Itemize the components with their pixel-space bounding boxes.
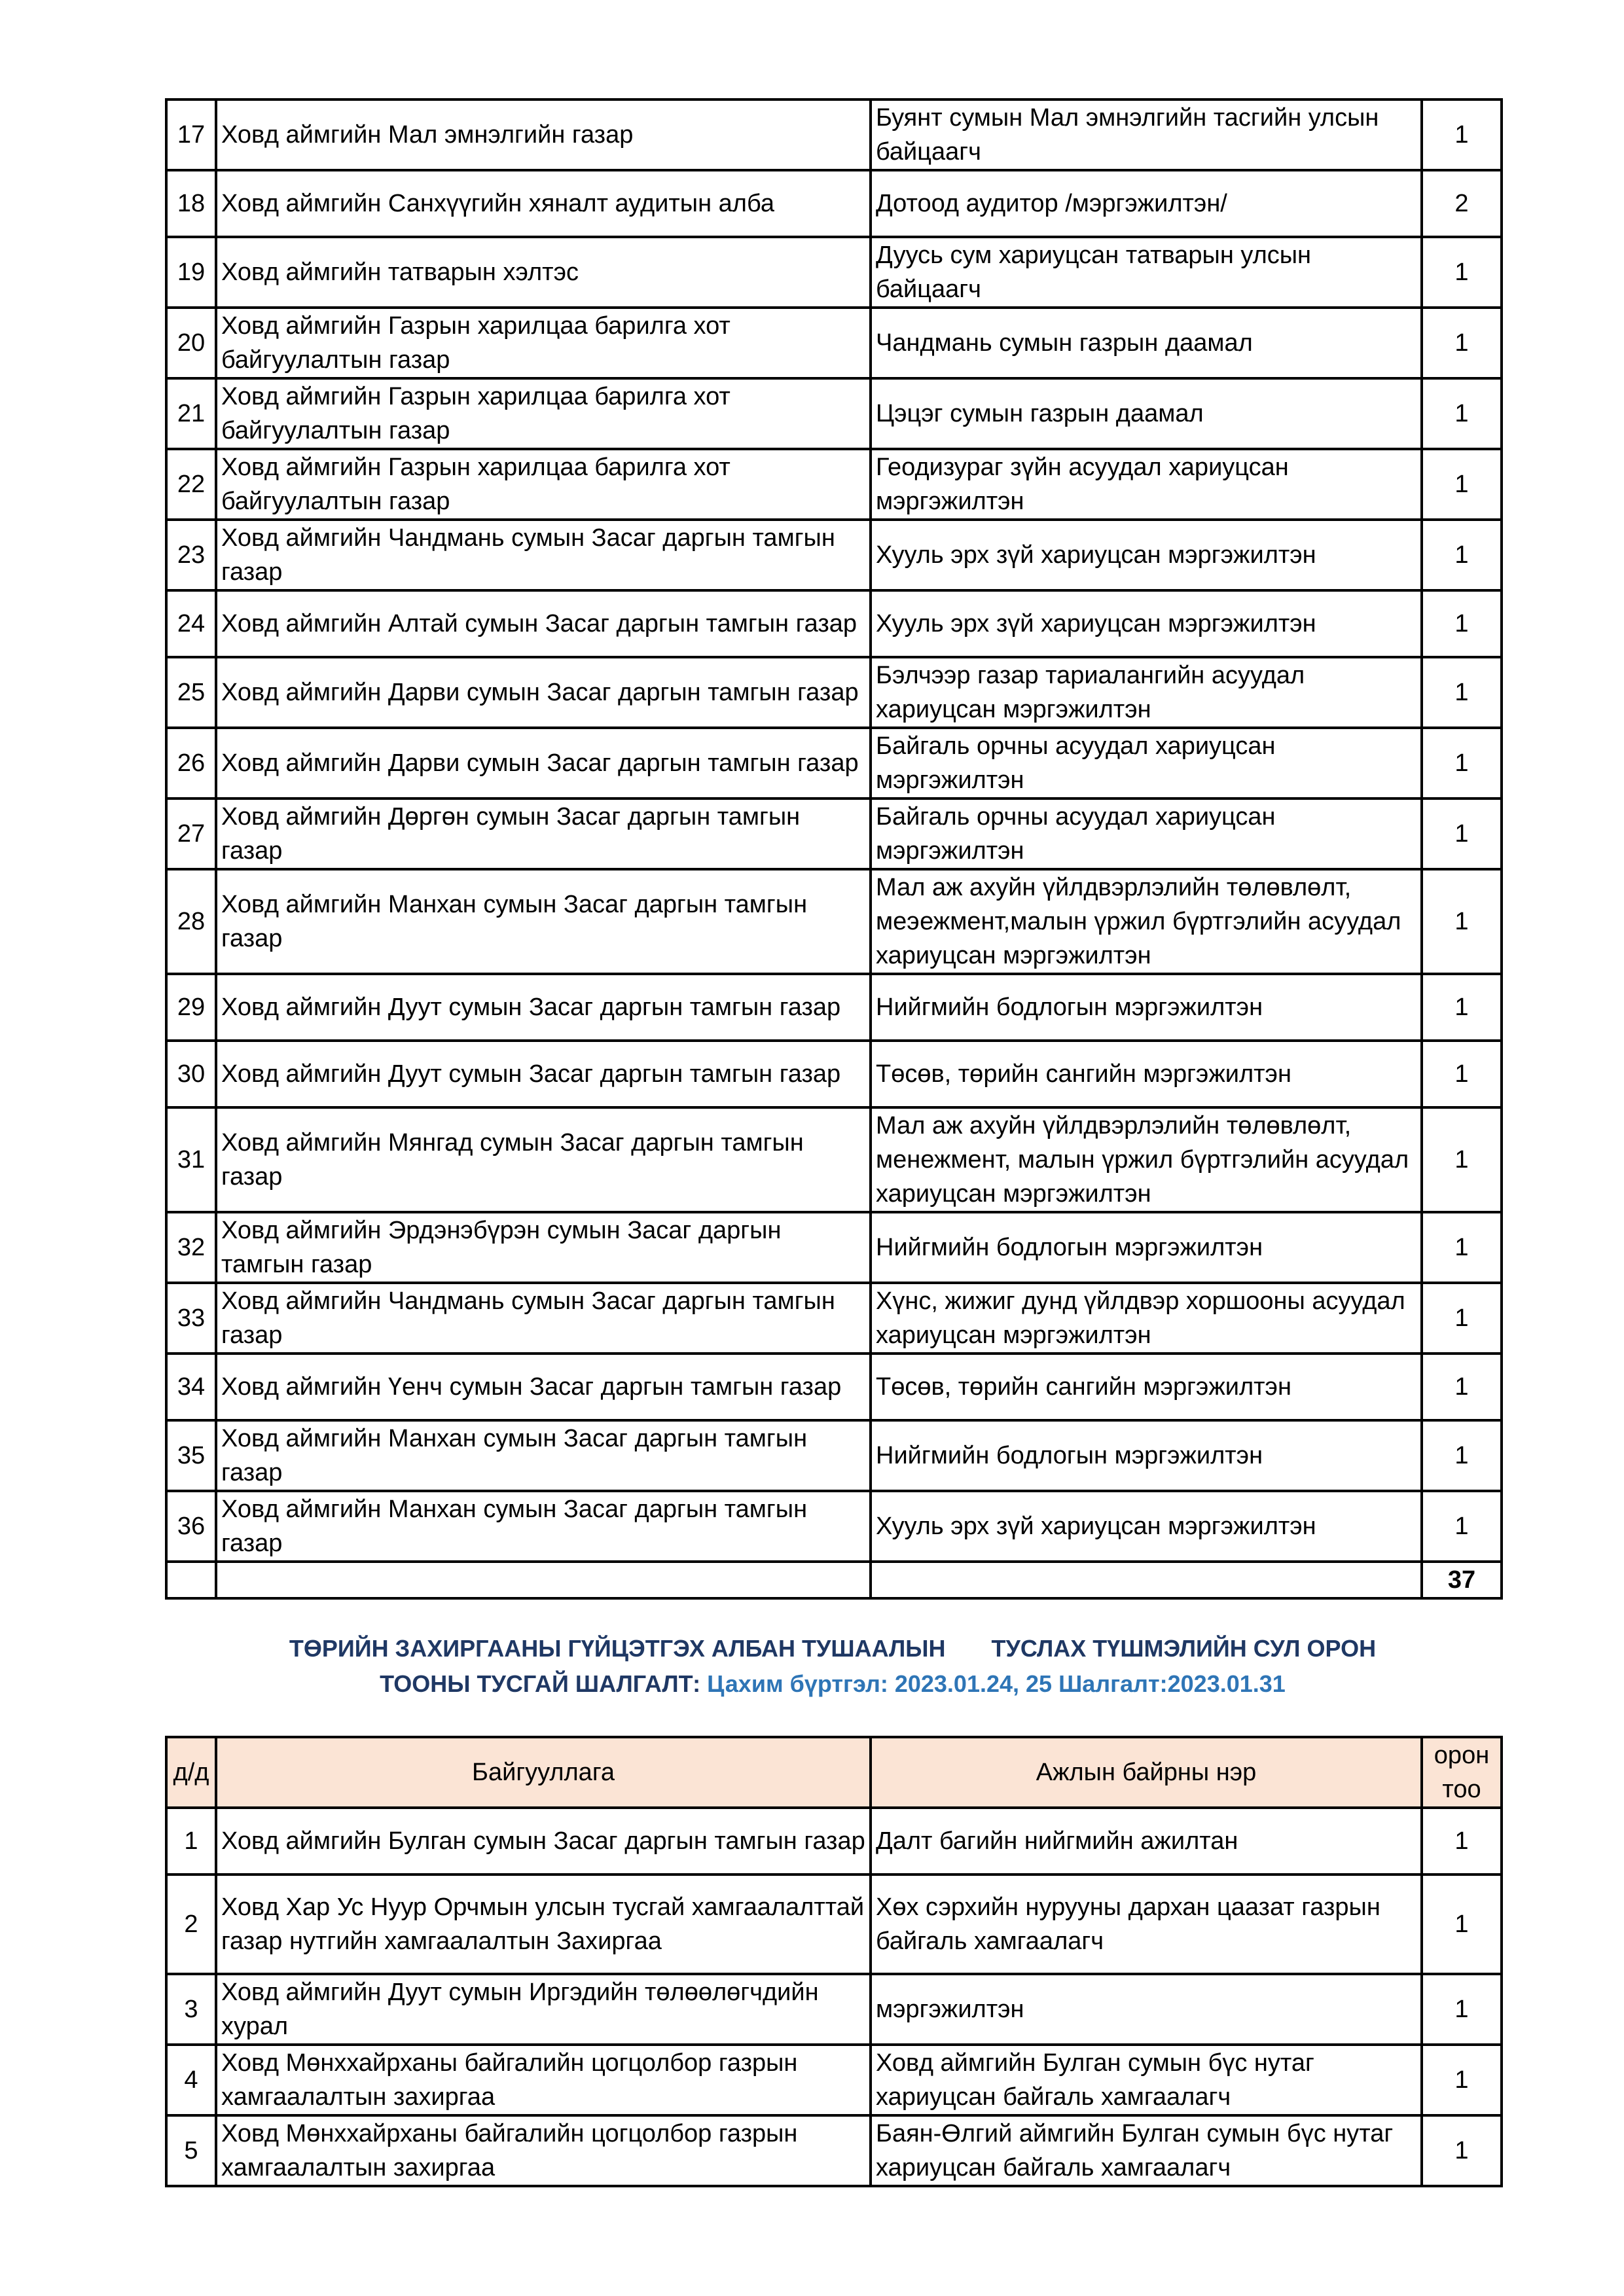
table-row	[166, 1354, 1502, 1420]
heading-part2: ТУСЛАХ ТҮШМЭЛИЙН СУЛ ОРОН	[991, 1635, 1377, 1662]
row-count: 1	[1422, 1874, 1502, 1974]
row-count: 1	[1422, 869, 1502, 974]
heading-prefix: ТООНЫ ТУСГАЙ ШАЛГАЛТ:	[380, 1670, 701, 1697]
table-row	[166, 308, 1502, 378]
table-header-row	[166, 1737, 1502, 1808]
header-count: орон тоо	[1422, 1737, 1502, 1808]
table-row	[166, 520, 1502, 590]
row-position: Геодизураг зүйн асуудал хариуцсан мэргэжилтэн	[871, 449, 1422, 520]
row-count: 1	[1422, 1212, 1502, 1283]
row-number: 25	[166, 657, 216, 728]
row-count: 1	[1422, 378, 1502, 449]
table-row	[166, 728, 1502, 798]
row-count: 2	[1422, 170, 1502, 237]
row-position: Дуусь сум хариуцсан татварын улсын байцаагч	[871, 237, 1422, 308]
row-number: 23	[166, 520, 216, 590]
table-row	[166, 99, 1502, 170]
row-count: 1	[1422, 657, 1502, 728]
row-count: 1	[1422, 798, 1502, 869]
row-number: 22	[166, 449, 216, 520]
table-row	[166, 657, 1502, 728]
row-count: 1	[1422, 1808, 1502, 1874]
row-number: 31	[166, 1107, 216, 1212]
row-position: Цэцэг сумын газрын даамал	[871, 378, 1422, 449]
header-org: Байгууллага	[216, 1737, 871, 1808]
row-organization: Ховд Мөнххайрханы байгалийн цогцолбор газрын хамгаалалтын захиргаа	[216, 2115, 871, 2186]
row-organization: Ховд аймгийн Дуут сумын Иргэдийн төлөөлөгчдийн хурал	[216, 1974, 871, 2045]
row-organization: Ховд аймгийн Газрын харилцаа барилга хот байгуулалтын газар	[216, 378, 871, 449]
table-row	[166, 1283, 1502, 1354]
vacancy-table-2	[165, 1736, 1503, 2187]
row-position: Хүнс, жижиг дунд үйлдвэр хоршооны асуудал хариуцсан мэргэжилтэн	[871, 1283, 1422, 1354]
row-number: 18	[166, 170, 216, 237]
table-row	[166, 1874, 1502, 1974]
row-organization: Ховд аймгийн Манхан сумын Засаг даргын тамгын газар	[216, 1420, 871, 1491]
table-row	[166, 170, 1502, 237]
row-number: 20	[166, 308, 216, 378]
heading-part1: ТӨРИЙН ЗАХИРГААНЫ ГҮЙЦЭТГЭХ АЛБАН ТУШААЛЫН	[289, 1635, 946, 1662]
row-organization: Ховд аймгийн Мал эмнэлгийн газар	[216, 99, 871, 170]
row-count: 1	[1422, 1041, 1502, 1107]
row-position: Хөх сэрхийн нурууны дархан цаазат газрын байгаль хамгаалагч	[871, 1874, 1422, 1974]
row-position: Төсөв, төрийн сангийн мэргэжилтэн	[871, 1041, 1422, 1107]
row-number: 35	[166, 1420, 216, 1491]
row-number: 21	[166, 378, 216, 449]
row-organization: Ховд аймгийн Манхан сумын Засаг даргын тамгын газар	[216, 869, 871, 974]
row-count: 1	[1422, 1107, 1502, 1212]
table-row	[166, 798, 1502, 869]
row-number: 33	[166, 1283, 216, 1354]
row-organization: Ховд аймгийн Газрын харилцаа барилга хот байгуулалтын газар	[216, 449, 871, 520]
row-organization: Ховд аймгийн Мянгад сумын Засаг даргын тамгын газар	[216, 1107, 871, 1212]
total-empty-cell	[871, 1562, 1422, 1598]
row-position: Буянт сумын Мал эмнэлгийн тасгийн улсын байцаагч	[871, 99, 1422, 170]
row-number: 28	[166, 869, 216, 974]
row-organization: Ховд аймгийн Алтай сумын Засаг даргын тамгын газар	[216, 590, 871, 657]
row-count: 1	[1422, 1283, 1502, 1354]
row-number: 1	[166, 1808, 216, 1874]
total-empty-cell	[216, 1562, 871, 1598]
total-row	[166, 1562, 1502, 1598]
row-count: 1	[1422, 2045, 1502, 2115]
vacancy-table-1	[165, 98, 1503, 1600]
row-position: Байгаль орчны асуудал хариуцсан мэргэжилтэн	[871, 798, 1422, 869]
row-number: 26	[166, 728, 216, 798]
row-position: мэргэжилтэн	[871, 1974, 1422, 2045]
total-count: 37	[1422, 1562, 1502, 1598]
table-row	[166, 449, 1502, 520]
table-row	[166, 237, 1502, 308]
row-count: 1	[1422, 1491, 1502, 1562]
row-organization: Ховд аймгийн Манхан сумын Засаг даргын тамгын газар	[216, 1491, 871, 1562]
row-count: 1	[1422, 1974, 1502, 2045]
row-number: 24	[166, 590, 216, 657]
table-row	[166, 1212, 1502, 1283]
row-number: 2	[166, 1874, 216, 1974]
row-number: 34	[166, 1354, 216, 1420]
row-organization: Ховд аймгийн Дуут сумын Засаг даргын тамгын газар	[216, 1041, 871, 1107]
row-position: Хууль эрх зүй хариуцсан мэргэжилтэн	[871, 520, 1422, 590]
header-position: Ажлын байрны нэр	[871, 1737, 1422, 1808]
row-number: 4	[166, 2045, 216, 2115]
row-organization: Ховд аймгийн Дуут сумын Засаг даргын тамгын газар	[216, 974, 871, 1041]
table-row	[166, 974, 1502, 1041]
row-organization: Ховд аймгийн Чандмань сумын Засаг даргын тамгын газар	[216, 520, 871, 590]
row-count: 1	[1422, 728, 1502, 798]
row-number: 30	[166, 1041, 216, 1107]
table-row	[166, 1808, 1502, 1874]
row-organization: Ховд аймгийн Дарви сумын Засаг даргын тамгын газар	[216, 657, 871, 728]
row-position: Чандмань сумын газрын даамал	[871, 308, 1422, 378]
row-count: 1	[1422, 520, 1502, 590]
section-heading-line1	[165, 1631, 1500, 1666]
row-organization: Ховд аймгийн Булган сумын Засаг даргын тамгын газар	[216, 1808, 871, 1874]
total-empty-cell	[166, 1562, 216, 1598]
table-row	[166, 2115, 1502, 2186]
row-number: 17	[166, 99, 216, 170]
table-row	[166, 378, 1502, 449]
row-position: Дотоод аудитор /мэргэжилтэн/	[871, 170, 1422, 237]
table-row	[166, 590, 1502, 657]
table-row	[166, 1974, 1502, 2045]
table-row	[166, 1107, 1502, 1212]
row-position: Төсөв, төрийн сангийн мэргэжилтэн	[871, 1354, 1422, 1420]
table-row	[166, 1491, 1502, 1562]
table-row	[166, 2045, 1502, 2115]
row-organization: Ховд Хар Ус Нуур Орчмын улсын тусгай хамгаалалттай газар нутгийн хамгаалалтын Захиргаа	[216, 1874, 871, 1974]
row-position: Нийгмийн бодлогын мэргэжилтэн	[871, 1420, 1422, 1491]
row-position: Далт багийн нийгмийн ажилтан	[871, 1808, 1422, 1874]
row-count: 1	[1422, 449, 1502, 520]
row-position: Ховд аймгийн Булган сумын бүс нутаг хариуцсан байгаль хамгаалагч	[871, 2045, 1422, 2115]
row-organization: Ховд аймгийн Дарви сумын Засаг даргын тамгын газар	[216, 728, 871, 798]
header-num: д/д	[166, 1737, 216, 1808]
row-position: Бэлчээр газар тариалангийн асуудал хариуцсан мэргэжилтэн	[871, 657, 1422, 728]
row-count: 1	[1422, 99, 1502, 170]
row-organization: Ховд аймгийн татварын хэлтэс	[216, 237, 871, 308]
row-organization: Ховд аймгийн Эрдэнэбүрэн сумын Засаг даргын тамгын газар	[216, 1212, 871, 1283]
row-number: 5	[166, 2115, 216, 2186]
table-row	[166, 869, 1502, 974]
row-count: 1	[1422, 308, 1502, 378]
row-number: 27	[166, 798, 216, 869]
row-count: 1	[1422, 1420, 1502, 1491]
section-heading-line2	[165, 1666, 1500, 1702]
row-position: Хууль эрх зүй хариуцсан мэргэжилтэн	[871, 590, 1422, 657]
table-row	[166, 1420, 1502, 1491]
row-position: Нийгмийн бодлогын мэргэжилтэн	[871, 974, 1422, 1041]
row-position: Баян-Өлгий аймгийн Булган сумын бүс нутаг хариуцсан байгаль хамгаалагч	[871, 2115, 1422, 2186]
row-number: 3	[166, 1974, 216, 2045]
row-position: Мал аж ахуйн үйлдвэрлэлийн төлөвлөлт, менежмент, малын үржил бүртгэлийн асуудал хариуцсан мэргэжилтэн	[871, 1107, 1422, 1212]
row-count: 1	[1422, 237, 1502, 308]
table-row	[166, 1041, 1502, 1107]
row-position: Хууль эрх зүй хариуцсан мэргэжилтэн	[871, 1491, 1422, 1562]
row-number: 36	[166, 1491, 216, 1562]
row-number: 29	[166, 974, 216, 1041]
row-number: 32	[166, 1212, 216, 1283]
row-organization: Ховд Мөнххайрханы байгалийн цогцолбор газрын хамгаалалтын захиргаа	[216, 2045, 871, 2115]
row-position: Байгаль орчны асуудал хариуцсан мэргэжилтэн	[871, 728, 1422, 798]
row-count: 1	[1422, 590, 1502, 657]
row-count: 1	[1422, 1354, 1502, 1420]
heading-dates: Цахим бүртгэл: 2023.01.24, 25 Шалгалт:2023.01.31	[707, 1670, 1286, 1697]
row-organization: Ховд аймгийн Чандмань сумын Засаг даргын тамгын газар	[216, 1283, 871, 1354]
row-count: 1	[1422, 974, 1502, 1041]
row-position: Нийгмийн бодлогын мэргэжилтэн	[871, 1212, 1422, 1283]
row-number: 19	[166, 237, 216, 308]
row-organization: Ховд аймгийн Санхүүгийн хяналт аудитын алба	[216, 170, 871, 237]
row-organization: Ховд аймгийн Үенч сумын Засаг даргын тамгын газар	[216, 1354, 871, 1420]
row-count: 1	[1422, 2115, 1502, 2186]
row-organization: Ховд аймгийн Газрын харилцаа барилга хот байгуулалтын газар	[216, 308, 871, 378]
row-organization: Ховд аймгийн Дөргөн сумын Засаг даргын тамгын газар	[216, 798, 871, 869]
row-position: Мал аж ахуйн үйлдвэрлэлийн төлөвлөлт, меэежмент,малын үржил бүртгэлийн асуудал хариуцсан мэргэжилтэн	[871, 869, 1422, 974]
